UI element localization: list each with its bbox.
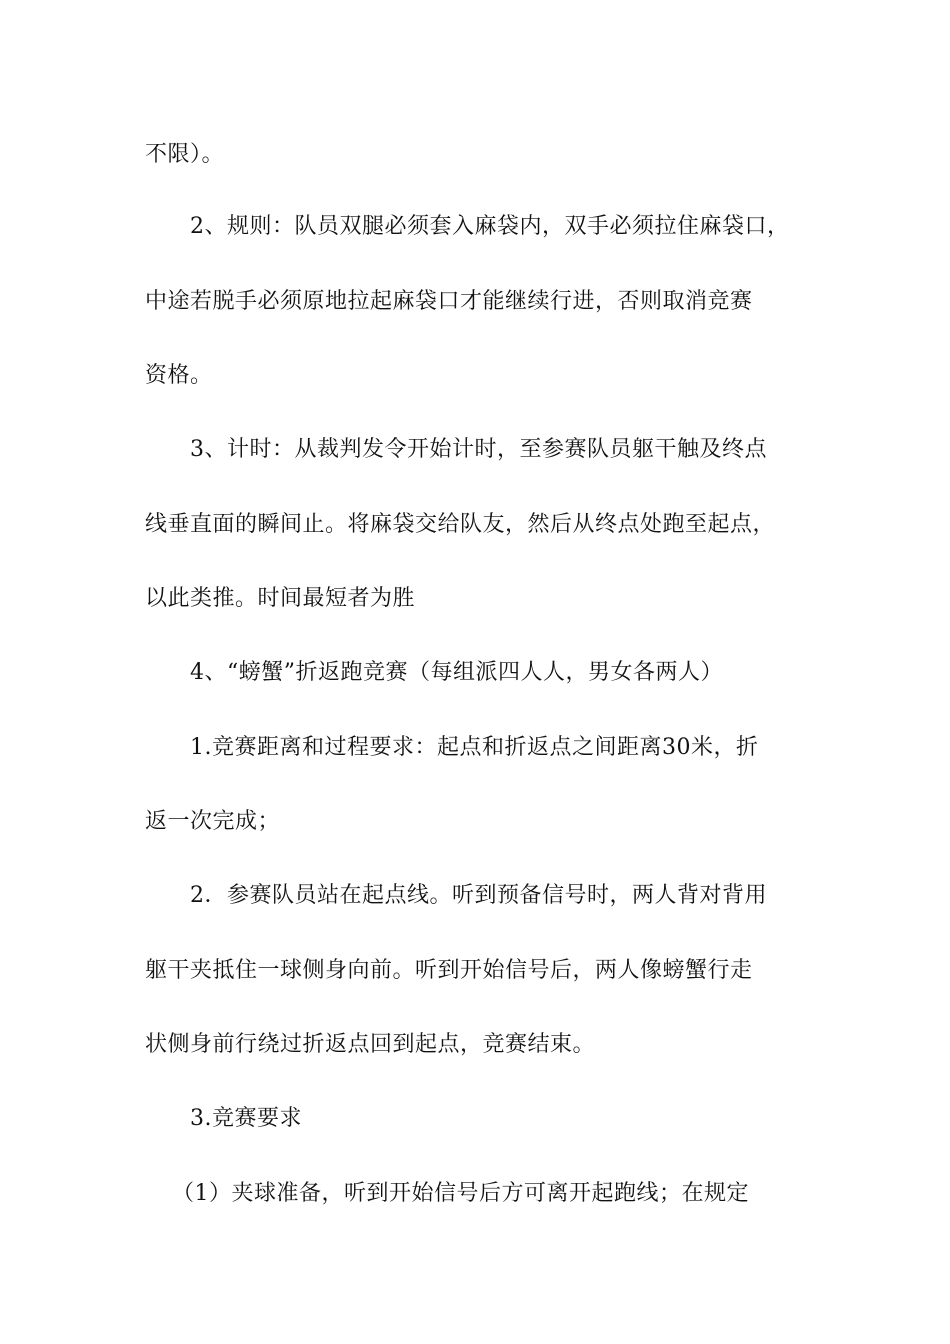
text-line: 中途若脱手必须原地拉起麻袋口才能继续行进，否则取消竞赛 [145, 289, 753, 314]
section-heading-crab-race: 4、“螃蟹”折返跑竞赛（每组派四人人，男女各两人） [190, 660, 723, 685]
text-line: 状侧身前行绕过折返点回到起点，竞赛结束。 [145, 1032, 596, 1057]
text-line: 资格。 [145, 363, 213, 388]
text-line: 不限）。 [145, 142, 225, 167]
procedure-paragraph-line: 2．参赛队员站在起点线。听到预备信号时，两人背对背用 [190, 883, 767, 908]
subsection-heading-requirements: 3.竞赛要求 [190, 1106, 302, 1131]
text-line: 以此类推。时间最短者为胜 [145, 586, 416, 611]
distance-paragraph-line: 1.竞赛距离和过程要求：起点和折返点之间距离30米，折 [190, 735, 759, 760]
text-line: 返一次完成； [145, 809, 281, 834]
text-line: 躯干夹抵住一球侧身向前。听到开始信号后，两人像螃蟹行走 [145, 958, 753, 983]
rules-paragraph-line: 2、规则：队员双腿必须套入麻袋内，双手必须拉住麻袋口， [190, 214, 790, 239]
timing-paragraph-line: 3、计时：从裁判发令开始计时，至参赛队员躯干触及终点 [190, 437, 767, 462]
requirement-item-line: （1）夹球准备，听到开始信号后方可离开起跑线；在规定 [172, 1181, 749, 1206]
text-line: 线垂直面的瞬间止。将麻袋交给队友，然后从终点处跑至起点， [145, 512, 776, 537]
